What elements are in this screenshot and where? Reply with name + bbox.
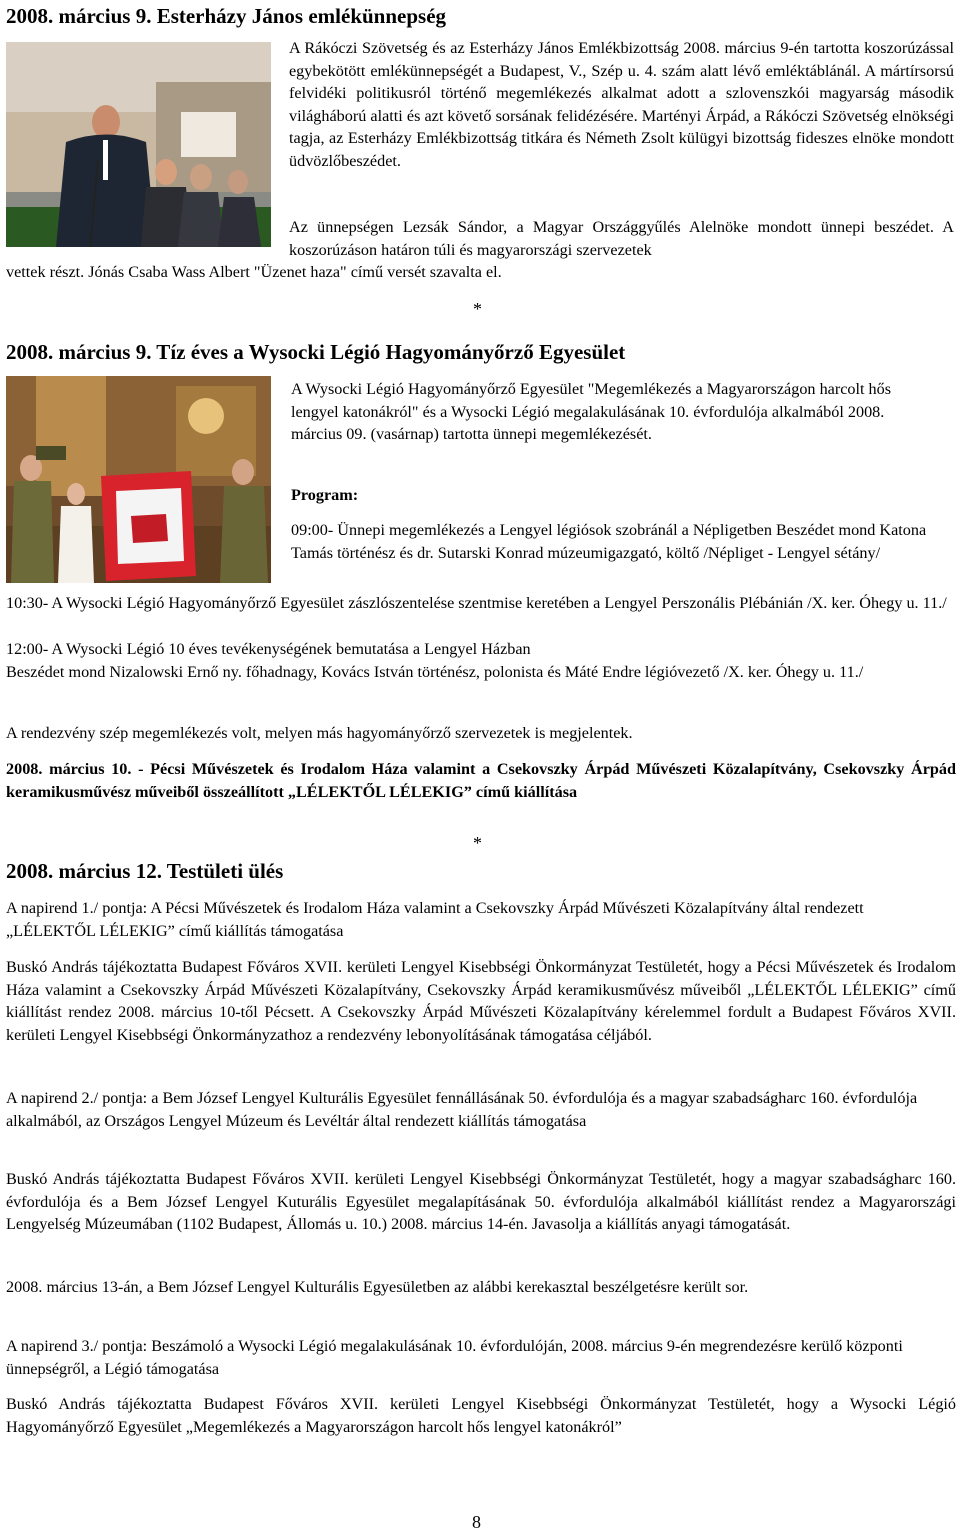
separator-star: * (473, 299, 482, 319)
paragraph-esterhazy-1: A Rákóczi Szövetség és az Esterházy János Emlékbizottság 2008. március 9-én tartotta koszorúzással egybekötött emlékünnepségét a Budapest, V., Szép u. 4. szám alatt lévő emléktáblánál. A mártírsorsú felvidéki politikusról történő megemlékezés alkalmat adott a szlovenszkói magyarság második világháború alatti és azt követő sorsának felidézésére. Martényi Árpád, a Rákóczi Szövetség elnökségi tagja, az Esterházy Emlékbizottság titkára és Németh Zsolt külügyi bizottság fideszes elnöke mondott üdvözlőbeszédet. (289, 39, 954, 170)
paragraph-exhibition-announcement: 2008. március 10. - Pécsi Művészetek és Irodalom Háza valamint a Csekovszky Árpád Művészeti Közalapítvány, Csekovszky Árpád keramikusművész műveiből összeállított „LÉLEKTŐL LÉLEKIG” című kiállítása (6, 760, 956, 801)
paragraph-roundtable: 2008. március 13-án, a Bem József Lengyel Kulturális Egyesületben az alábbi kerekasztal beszélgetésre került sor. (6, 1278, 749, 1296)
separator-star-2: * (473, 833, 482, 853)
program-item-2: 10:30- A Wysocki Légió Hagyományőrző Egyesület zászlószentelése szentmise keretében a Lengyel Perszonális Plébánián /X. ker. Óhegy u. 11./ (6, 594, 947, 612)
paragraph-esterhazy-2b: vettek részt. Jónás Csaba Wass Albert "Üzenet haza" című versét szavalta el. (6, 263, 502, 281)
paragraph-esterhazy-2a: Az ünnepségen Lezsák Sándor, a Magyar Országgyűlés Alelnöke mondott ünnepi beszédet. A koszorúzáson határon túli és magyarországi szervezetek (289, 218, 954, 259)
paragraph-agenda-1-report: Buskó András tájékoztatta Budapest Főváros XVII. kerületi Lengyel Kisebbségi Önkormányzat Testületét, hogy a Pécsi Művészetek és Irodalom Háza valamint a Csekovszky Árpád Művészeti Közalapítvány, Csekovszky Árpád keramikusművész műveiből „LÉLEKTŐL LÉLEKIG” című kiállítást rendez 2008. március 10-től Pécsett. A Csekovszky Árpád Művészeti Közalapítvány kérelemmel fordult a Budapest Főváros XVII. kerületi Lengyel Kisebbségi Önkormányzathoz a rendezvény lebonyolításának támogatása céljából. (6, 958, 956, 1044)
section-title-wysocki: 2008. március 9. Tíz éves a Wysocki Légió Hagyományőrző Egyesület (6, 340, 626, 364)
program-item-3b: Beszédet mond Nizalowski Ernő ny. főhadnagy, Kovács István történész, polonista és Máté Endre légióvezető /X. ker. Óhegy u. 11./ (6, 663, 864, 681)
program-item-1: 09:00- Ünnepi megemlékezés a Lengyel légiósok szobránál a Népligetben Beszédet mond Katona Tamás történész és dr. Sutarski Konrad múzeumigazgató, költő /Népliget - Lengyel sétány/ (291, 521, 927, 562)
program-item-3a: 12:00- A Wysocki Légió 10 éves tevékenységének bemutatása a Lengyel Házban (6, 640, 531, 658)
section-title-testuleti-ules: 2008. március 12. Testületi ülés (6, 859, 284, 883)
page-number: 8 (472, 1512, 481, 1532)
agenda-item-1: A napirend 1./ pontja: A Pécsi Művészetek és Irodalom Háza valamint a Csekovszky Árpád Művészeti Közalapítvány által rendezett „LÉLEKTŐL LÉLEKIG” című kiállítás támogatása (6, 899, 864, 940)
photo-esterhazy-ceremony (6, 42, 271, 247)
agenda-item-2: A napirend 2./ pontja: a Bem József Lengyel Kulturális Egyesület fennállásának 50. évfordulója és a magyar szabadságharc 160. évfordulója alkalmából, az Országos Lengyel Múzeum és Levéltár által rendezett kiállítás támogatása (6, 1089, 918, 1130)
section-title-esterhazy: 2008. március 9. Esterházy János emlékünnepség (6, 4, 447, 28)
paragraph-wysocki-intro: A Wysocki Légió Hagyományőrző Egyesület "Megemlékezés a Magyarországon harcolt hős lengyel katonákról" és a Wysocki Légió megalakulásának 10. évfordulója alkalmából 2008. március 09. (vasárnap) tartotta ünnepi megemlékezését. (291, 380, 892, 443)
program-label: Program: (291, 486, 359, 504)
paragraph-wysocki-closing: A rendezvény szép megemlékezés volt, melyen más hagyományőrző szervezetek is megjelentek. (6, 724, 633, 742)
agenda-item-3: A napirend 3./ pontja: Beszámoló a Wysocki Légió megalakulásának 10. évfordulóján, 2008. március 9-én megrendezésre kerülő központi ünnepségről, a Légió támogatása (6, 1337, 903, 1378)
paragraph-agenda-3-report: Buskó András tájékoztatta Budapest Főváros XVII. kerületi Lengyel Kisebbségi Önkormányzat Testületét, hogy a Wysocki Légió Hagyományőrző Egyesület „Megemlékezés a Magyarországon harcolt hős lengyel katonákról” (6, 1395, 956, 1436)
paragraph-agenda-2-report: Buskó András tájékoztatta Budapest Főváros XVII. kerületi Lengyel Kisebbségi Önkormányzat Testületét, hogy a magyar szabadságharc 160. évfordulója és a Bem József Lengyel Kuturális Egyesület megalapításának 50. évfordulója alkalmából kiállítást rendez a Magyarországi Lengyelség Múzeumában (1102 Budapest, Állomás u. 10.) 2008. március 14-én. Javasolja a kiállítás anyagi támogatását. (6, 1170, 956, 1233)
photo-wysocki-flag-ceremony (6, 376, 271, 583)
